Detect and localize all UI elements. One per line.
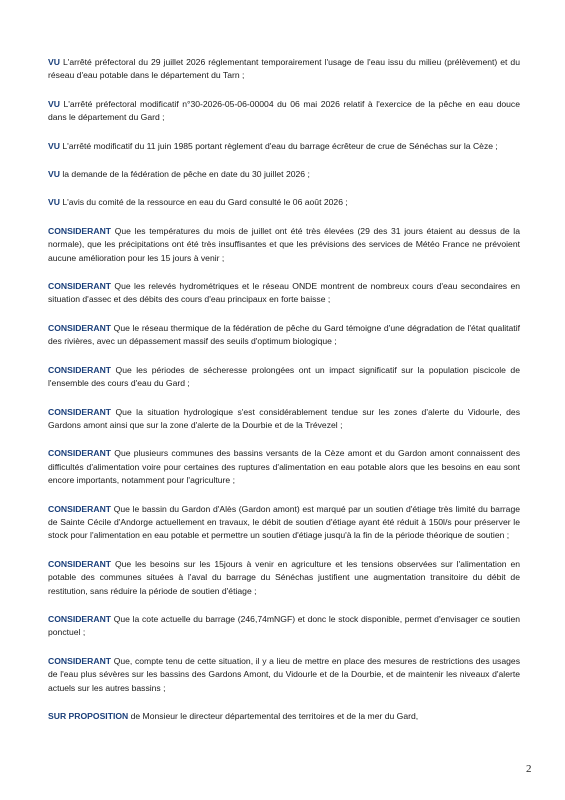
paragraph-text: Que les relevés hydrométriques et le réseau ONDE montrent de nombreux cours d'eau secondaires en situation d'assec et des débits des cours d'eau principaux en forte baisse ;	[48, 281, 521, 305]
page-number: 2	[526, 763, 532, 775]
paragraph-keyword: SUR PROPOSITION	[48, 711, 129, 721]
paragraph-text: L'arrêté préfectoral du 29 juillet 2026 réglementant temporairement l'usage de l'eau issu du milieu (prélèvement) et du réseau d'eau potable dans le département du Tarn ;	[48, 57, 520, 81]
paragraph-keyword: VU	[48, 197, 60, 208]
paragraph-text: Que, compte tenu de cette situation, il y a lieu de mettre en place des mesures de restrictions des usages de l'eau plus sévères sur les bassins des Gardons Amont, du Vidourle et de la Dourbie, et de maintenir les niveaux d'alerte actuels sur les autres bassins ;	[48, 655, 520, 693]
considerant-paragraph-2	[48, 280, 520, 307]
paragraph-text: Que les périodes de sécheresse prolongées ont un impact significatif sur la population piscicole de l'ensemble des cours d'eau du Gard ;	[48, 364, 520, 389]
paragraph-keyword: CONSIDERANT	[48, 448, 112, 459]
paragraph-keyword: CONSIDERANT	[48, 558, 112, 569]
paragraph-keyword: VU	[48, 98, 60, 109]
paragraph-text: Que les températures du mois de juillet ont été très élevées (29 des 31 jours étaient au dessus de la normale), que les précipitations ont été très insuffisantes et que les prévisions des services de Météo France ne prévoient aucune amélioration pour les 15 jours à venir ;	[48, 225, 520, 263]
considerant-paragraph-4	[48, 364, 520, 391]
paragraph-text: Que la cote actuelle du barrage (246,74mNGF) et donc le stock disponible, permet d'envisager ce soutien ponctuel ;	[48, 613, 521, 638]
vu-paragraph-4	[48, 168, 520, 181]
considerant-paragraph-10	[48, 655, 520, 695]
considerant-paragraph-7	[48, 503, 520, 543]
considerant-paragraph-8	[48, 558, 520, 598]
paragraph-text: Que le bassin du Gardon d'Alès (Gardon amont) est marqué par un soutien d'étiage très limité du barrage de Sainte Cécile d'Andorge actuellement en travaux, le débit de soutien d'étiage ayant été réduit à 150l/s pour préserver le stock pour l'alimentation en eau potable et permettre un soutien d'étiage jusqu'à la fin de la période théorique de soutien ;	[48, 503, 521, 541]
paragraph-text: L'arrêté modificatif du 11 juin 1985 portant règlement d'eau du barrage écrêteur de crue de Sénéchas sur la Cèze ;	[62, 140, 498, 151]
document-body	[48, 56, 520, 738]
paragraph-text: de Monsieur le directeur départemental des territoires et de la mer du Gard,	[130, 711, 419, 721]
paragraph-text: L'arrêté préfectoral modificatif n°30-2026-05-06-00004 du 06 mai 2026 relatif à l'exercice de la pêche en eau douce dans le département du Gard ;	[48, 98, 520, 123]
paragraph-text: Que plusieurs communes des bassins versants de la Cèze amont et du Gardon amont connaissent des difficultés d'alimentation voire pour certaines des ruptures d'alimentation en eau potable alors que les besoins en eau sont encore importants, notamment pour l'agriculture ;	[48, 448, 521, 486]
paragraph-keyword: VU	[48, 57, 60, 67]
paragraph-keyword: CONSIDERANT	[48, 322, 112, 333]
paragraph-keyword: CONSIDERANT	[48, 225, 112, 236]
paragraph-text: Que les besoins sur les 15jours à venir en agriculture et les tensions observées sur l'alimentation en potable des communes situées à l'aval du barrage du Sénéchas justifient une augmentation transitoire du débit de restitution, sans réduire la période de soutien d'étiage ;	[48, 558, 521, 596]
considerant-paragraph-6	[48, 447, 520, 487]
paragraph-keyword: CONSIDERANT	[48, 406, 112, 417]
paragraph-keyword: VU	[48, 169, 60, 180]
paragraph-keyword: CONSIDERANT	[48, 503, 112, 514]
vu-paragraph-3	[48, 140, 520, 153]
paragraph-text: L'avis du comité de la ressource en eau du Gard consulté le 06 août 2026 ;	[62, 197, 348, 208]
paragraph-keyword: VU	[48, 140, 60, 151]
considerant-paragraph-5	[48, 406, 520, 433]
paragraph-keyword: CONSIDERANT	[48, 281, 112, 292]
vu-paragraph-2	[48, 98, 520, 125]
vu-paragraph-1	[48, 56, 520, 83]
paragraph-text: Que le réseau thermique de la fédération de pêche du Gard témoigne d'une dégradation de l'état qualitatif des rivières, avec un dépassement massif des seuils d'optimum biologique ;	[48, 322, 520, 347]
paragraph-keyword: CONSIDERANT	[48, 364, 112, 375]
paragraph-text: la demande de la fédération de pêche en date du 30 juillet 2026 ;	[62, 169, 310, 180]
paragraph-keyword: CONSIDERANT	[48, 655, 112, 666]
considerant-paragraph-9	[48, 613, 520, 640]
considerant-paragraph-1	[48, 225, 520, 265]
paragraph-keyword: CONSIDERANT	[48, 613, 112, 624]
vu-paragraph-5	[48, 196, 520, 209]
sur-proposition-paragraph	[48, 710, 520, 723]
considerant-paragraph-3	[48, 322, 520, 349]
paragraph-text: Que la situation hydrologique s'est considérablement tendue sur les zones d'alerte du Vidourle, des Gardons amont ainsi que sur la zone d'alerte de la Dourbie et de la Trévezel ;	[48, 406, 520, 430]
